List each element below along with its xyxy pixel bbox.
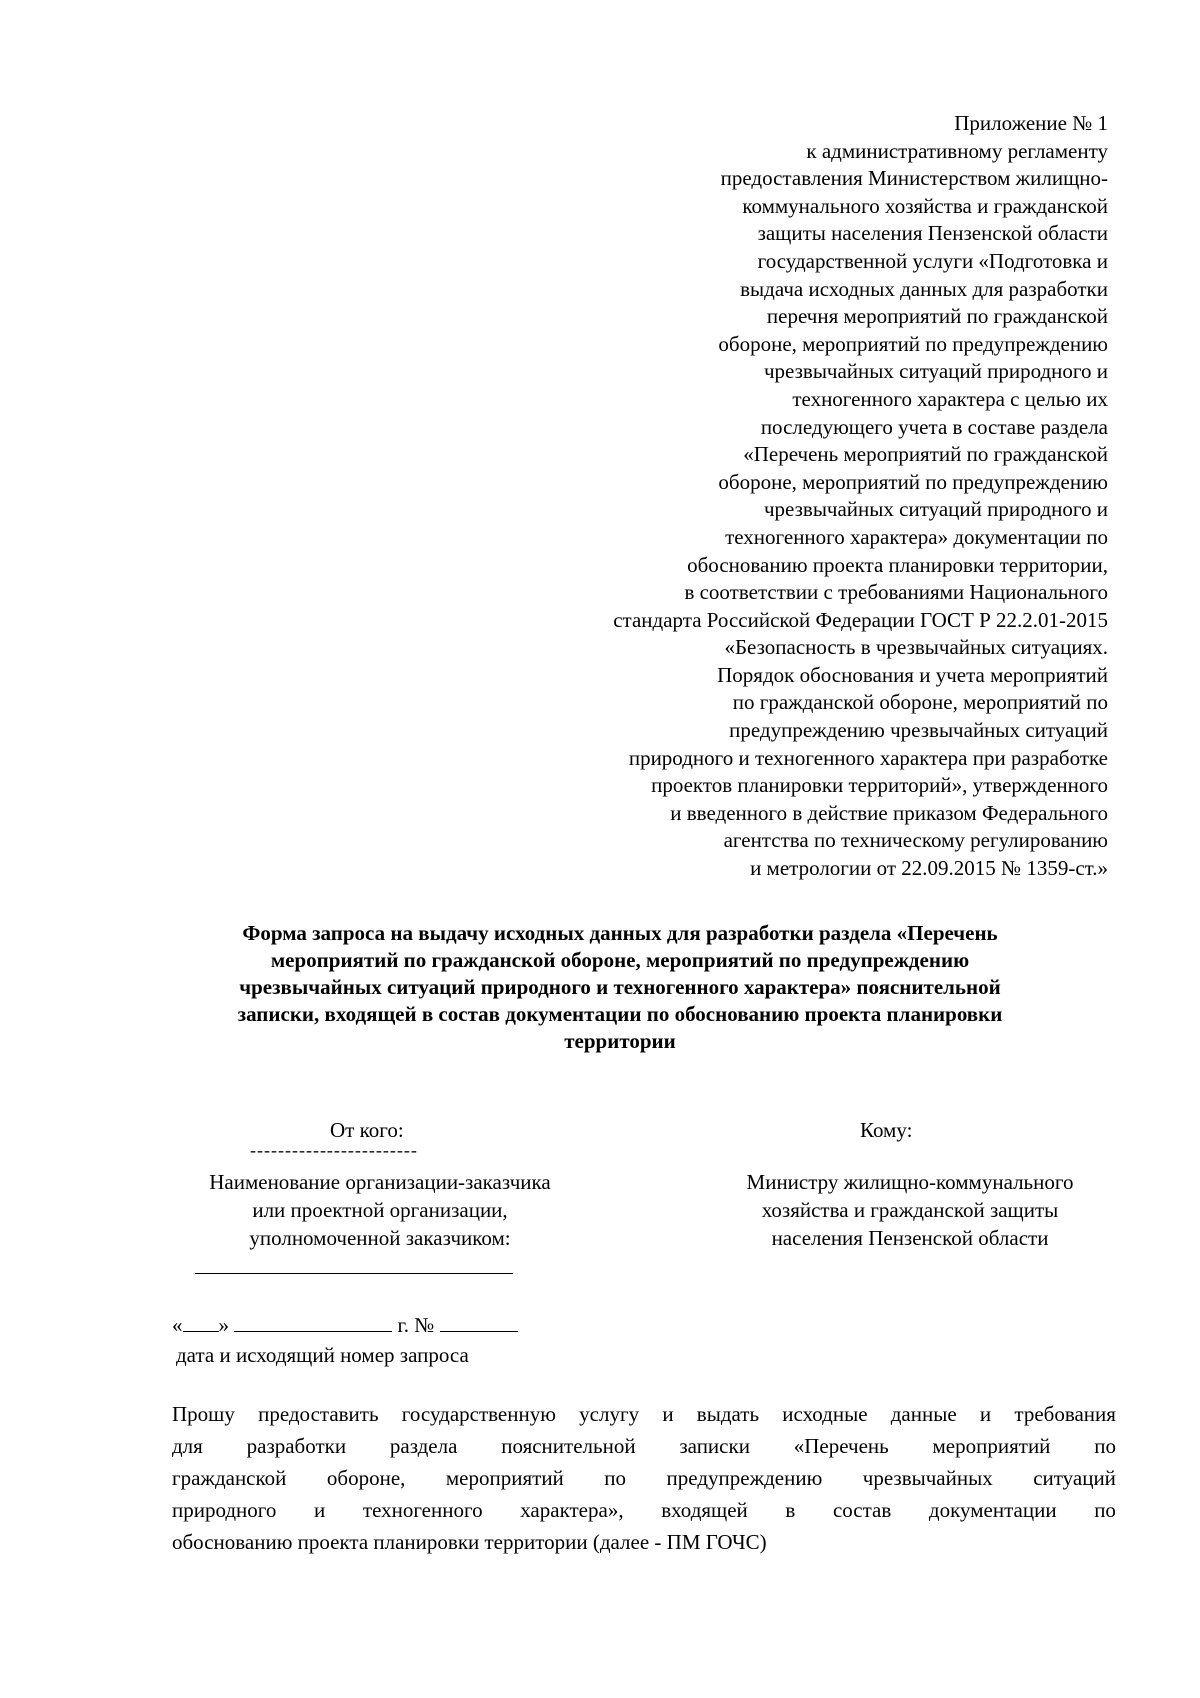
request-word: услугу	[579, 1402, 640, 1426]
request-line	[172, 1462, 1116, 1494]
request-line	[172, 1494, 1116, 1526]
request-line	[172, 1398, 1116, 1430]
request-word: разработки	[246, 1434, 347, 1458]
appendix-line: к административному регламенту	[806, 138, 1108, 163]
appendix-line: и введенного в действие приказом Федерального	[670, 800, 1108, 825]
request-word: ситуаций	[1033, 1466, 1116, 1490]
request-word: по	[1094, 1498, 1116, 1522]
request-word: данные	[890, 1402, 957, 1426]
request-word: чрезвычайных	[862, 1466, 993, 1490]
appendix-line: обороне, мероприятий по предупреждению	[718, 331, 1108, 356]
form-title-line: территории	[564, 1029, 676, 1053]
appendix-header	[468, 110, 1108, 883]
from-line: Наименование организации-заказчика	[209, 1170, 551, 1194]
request-line	[172, 1430, 1116, 1462]
request-word: и	[314, 1498, 326, 1522]
request-word: входящей	[661, 1498, 748, 1522]
from-line: уполномоченной заказчиком:	[249, 1226, 511, 1250]
appendix-line: по гражданской обороне, мероприятий по	[732, 690, 1108, 715]
appendix-line: чрезвычайных ситуаций природного и	[763, 497, 1108, 522]
request-word: и	[979, 1402, 992, 1426]
appendix-line: техногенного характера» документации по	[725, 524, 1108, 549]
appendix-line: проектов планировки территорий», утвержденного	[651, 773, 1108, 798]
appendix-line: предоставления Министерством жилищно-	[720, 166, 1108, 191]
request-word: «Перечень	[793, 1434, 889, 1458]
request-word: гражданской	[172, 1466, 287, 1490]
appendix-line: перечня мероприятий по гражданской	[766, 304, 1108, 329]
date-number-line	[172, 1313, 518, 1338]
appendix-line: техногенного характера с целью их	[792, 386, 1108, 411]
appendix-line: защиты населения Пензенской области	[757, 221, 1108, 246]
appendix-line: выдача исходных данных для разработки	[740, 276, 1108, 301]
appendix-line: Приложение № 1	[954, 111, 1108, 135]
month-field[interactable]	[234, 1313, 392, 1332]
request-word: и	[662, 1402, 674, 1426]
request-word: в	[785, 1498, 796, 1522]
appendix-line: последующего учета в составе раздела	[760, 414, 1108, 439]
request-word: пояснительной	[501, 1434, 636, 1458]
from-dashes: ------------------------	[250, 1140, 418, 1160]
appendix-line: Порядок обоснования и учета мероприятий	[717, 662, 1108, 687]
request-word: техногенного	[362, 1498, 483, 1522]
appendix-line: государственной услуги «Подготовка и	[757, 248, 1108, 273]
from-label: От кого:	[330, 1118, 404, 1142]
request-word: Прошу	[172, 1402, 235, 1426]
form-title-line: записки, входящей в состав документации по обоснованию проекта планировки	[237, 1002, 1003, 1026]
request-word: предоставить	[258, 1402, 379, 1426]
request-word: документации	[928, 1498, 1057, 1522]
appendix-line: «Безопасность в чрезвычайных ситуациях.	[724, 635, 1108, 660]
request-word: мероприятий	[932, 1434, 1051, 1458]
appendix-line: коммунального хозяйства и гражданской	[742, 193, 1108, 218]
request-paragraph	[172, 1398, 1116, 1558]
from-organization-block	[170, 1168, 590, 1252]
appendix-line: в соответствии с требованиями Национального	[684, 580, 1108, 605]
request-word: обороне,	[326, 1466, 406, 1490]
form-title-line: Форма запроса на выдачу исходных данных для разработки раздела «Перечень	[242, 921, 998, 945]
request-word: состав	[832, 1498, 892, 1522]
appendix-line: стандарта Российской Федерации ГОСТ Р 22.2.01-2015	[613, 607, 1108, 632]
appendix-line: чрезвычайных ситуаций природного и	[763, 359, 1108, 384]
request-word: государственную	[401, 1402, 556, 1426]
to-line: хозяйства и гражданской защиты	[761, 1198, 1059, 1222]
request-word: выдать	[696, 1402, 760, 1426]
date-open-quote: «	[172, 1313, 183, 1337]
request-word: по	[1094, 1434, 1116, 1458]
day-field[interactable]	[183, 1313, 219, 1332]
request-word: по	[604, 1466, 627, 1490]
form-title-line: мероприятий по гражданской обороне, мероприятий по предупреждению	[270, 948, 970, 972]
form-title-line: чрезвычайных ситуаций природного и техногенного характера» пояснительной	[239, 975, 1001, 999]
request-number-field[interactable]	[440, 1313, 518, 1332]
request-word: характера»,	[520, 1498, 624, 1522]
form-title	[160, 920, 1080, 1055]
appendix-line: обороне, мероприятий по предупреждению	[718, 469, 1108, 494]
appendix-line: «Перечень мероприятий по гражданской	[743, 442, 1108, 467]
request-word: раздела	[389, 1434, 458, 1458]
to-label: Кому:	[860, 1118, 913, 1142]
request-word: требования	[1014, 1402, 1116, 1426]
date-close-quote: »	[218, 1313, 229, 1337]
from-organization-field[interactable]	[195, 1273, 513, 1274]
request-word: предупреждению	[666, 1466, 823, 1490]
appendix-line: агентства по техническому регулированию	[723, 828, 1108, 853]
to-recipient-block	[700, 1168, 1120, 1252]
from-line: или проектной организации,	[252, 1198, 508, 1222]
appendix-line: обоснованию проекта планировки территории,	[687, 552, 1108, 577]
request-word: для	[172, 1434, 203, 1458]
year-number-label: г. №	[397, 1313, 435, 1337]
request-line-last: обоснованию проекта планировки территории (далее - ПМ ГОЧС)	[172, 1530, 767, 1554]
request-word: мероприятий	[445, 1466, 564, 1490]
appendix-line: предупреждению чрезвычайных ситуаций	[729, 718, 1108, 743]
request-word: исходные	[782, 1402, 868, 1426]
date-caption: дата и исходящий номер запроса	[176, 1343, 469, 1367]
to-line: населения Пензенской области	[771, 1226, 1049, 1250]
to-line: Министру жилищно-коммунального	[746, 1170, 1074, 1194]
request-word: природного	[172, 1498, 277, 1522]
request-word: записки	[679, 1434, 750, 1458]
appendix-line: и метрологии от 22.09.2015 № 1359-ст.»	[750, 856, 1108, 881]
appendix-line: природного и техногенного характера при разработке	[628, 745, 1108, 770]
